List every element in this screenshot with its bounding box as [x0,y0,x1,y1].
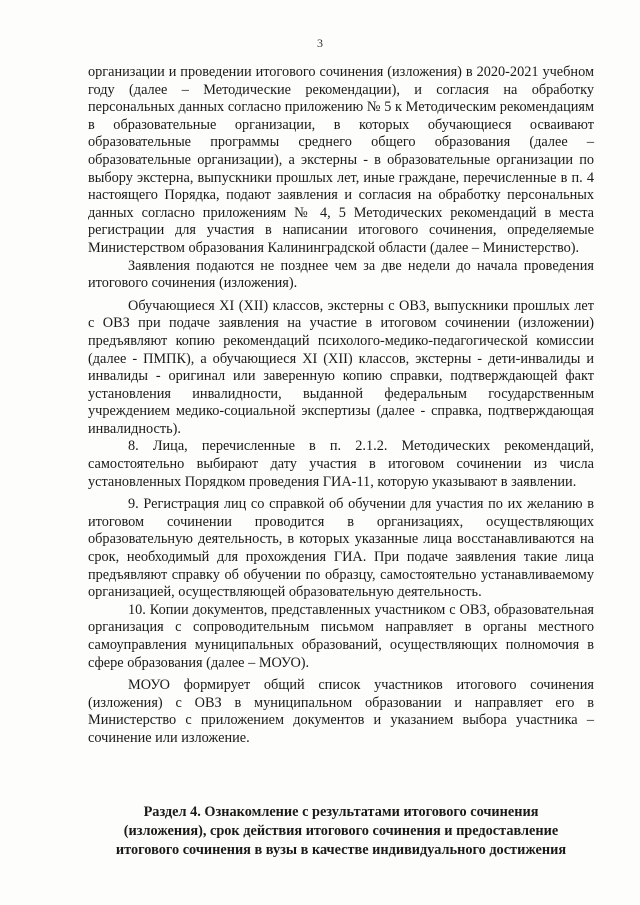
page-number: 3 [317,36,323,50]
section-heading-line: итогового сочинения в вузы в качестве индивидуального достижения [115,842,567,858]
document-body [88,64,594,748]
paragraph-item-8: 8. Лица, перечисленные в п. 2.1.2. Методических рекомендаций, самостоятельно выбирают дату участия в итоговом сочинении из числа установленных Порядком проведения ГИА-11, которую указывают в заявлении. [88,438,594,490]
paragraph-item-9: 9. Регистрация лиц со справкой об обучении для участия по их желанию в итоговом сочинении проводится в организациях, осуществляющих образовательную деятельность, в которых указанные лица восстанавливаются на срок, необходимый для прохождения ГИА. При подаче заявления такие лица предъявляют справку об обучении по образцу, самостоятельно устанавливаемому организацией, осуществляющей образовательную деятельность. [88,496,594,601]
section-heading [88,803,594,860]
paragraph-continuation: организации и проведении итогового сочинения (изложения) в 2020-2021 учебном году (далее – Методические рекомендации), и согласия на обработку персональных данных согласно приложению № 5 к Методическим рекомендациям в образовательные организации, в которых обучающиеся осваивают образовательные программы среднего общего образования (далее – образовательные организации), а экстерны - в образовательные организации по выбору экстерна, выпускники прошлых лет, иные граждане, перечисленные в п. 4 настоящего Порядка, подают заявления и согласия на обработку персональных данных согласно приложениям № 4, 5 Методических рекомендаций в места регистрации для участия в написании итогового сочинения, определяемые Министерством образования Калининградской области (далее – Министерство). [88,64,594,256]
section-heading-line: Раздел 4. Ознакомление с результатами итогового сочинения [143,804,539,820]
paragraph-item-10: 10. Копии документов, представленных участником с ОВЗ, образовательная организация с сопроводительным письмом направляет в органы местного самоуправления муниципальных образований, осуществляющих полномочия в сфере образования (далее – МОУО). [88,601,594,671]
paragraph-deadline: Заявления подаются не позднее чем за две недели до начала проведения итогового сочинения (изложения). [88,257,594,292]
section-heading-line: (изложения), срок действия итогового сочинения и предоставление [123,823,559,839]
paragraph-ovz-documents: Обучающиеся XI (XII) классов, экстерны с ОВЗ, выпускники прошлых лет с ОВЗ при подаче заявления на участие в итоговом сочинении (изложении) предъявляют копию рекомендаций психолого-медико-педагогической комиссии (далее - ПМПК), а обучающиеся XI (XII) классов, экстерны - дети-инвалиды и инвалиды - оригинал или заверенную копию справки, подтверждающей факт установления инвалидности, выданной федеральным государственным учреждением медико-социальной экспертизы (далее - справка, подтверждающая инвалидность). [88,297,594,437]
paragraph-mouo: МОУО формирует общий список участников итогового сочинения (изложения) с ОВЗ в муниципальном образовании и направляет его в Министерство с приложением документов и указанием выбора участника – сочинение или изложение. [88,677,594,746]
